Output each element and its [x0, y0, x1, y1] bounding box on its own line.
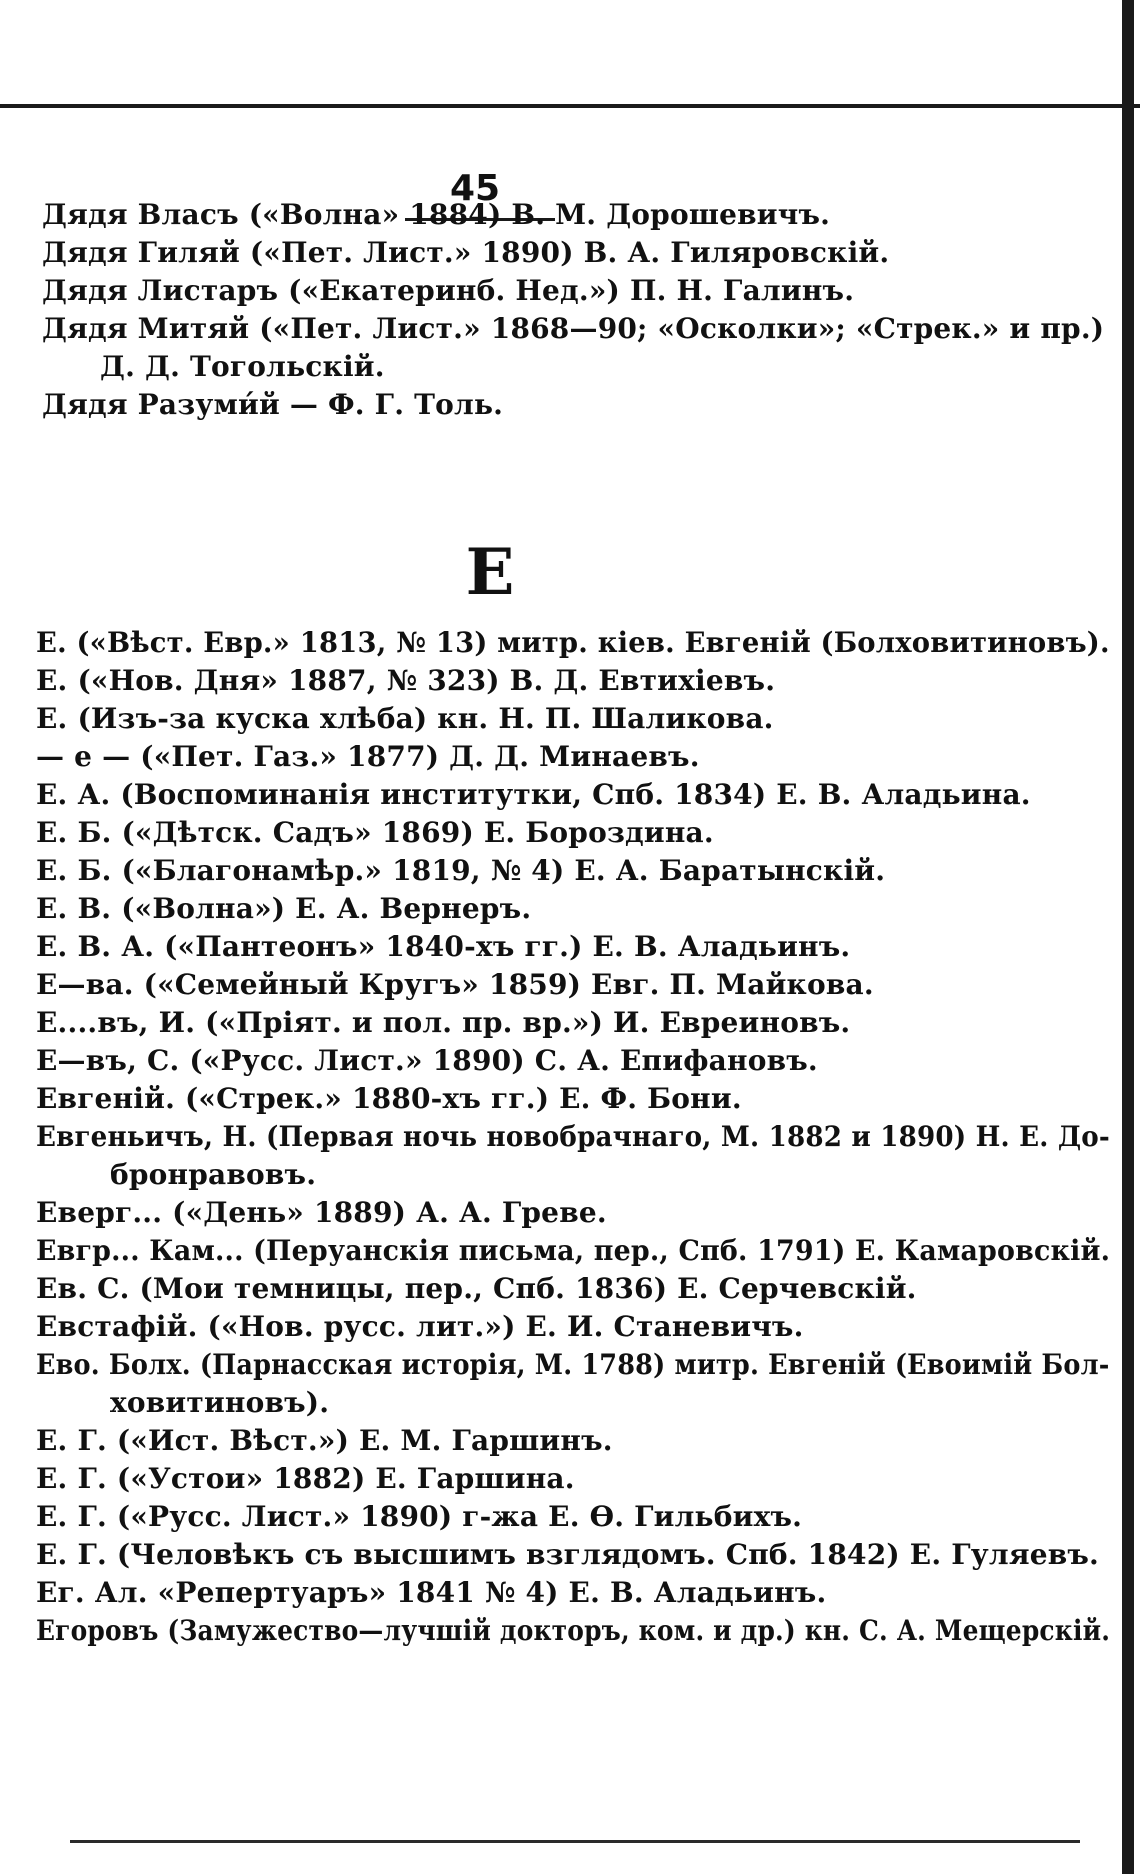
entry-line: Е. Б. («Дѣтск. Садъ» 1869) Е. Бороздина.	[36, 816, 714, 849]
entry-line: Е. Г. («Русс. Лист.» 1890) г-жа Е. Ө. Гильбихъ.	[36, 1500, 803, 1533]
entry-line: Е. А. (Воспоминанія институтки, Спб. 1834) Е. В. Аладьина.	[36, 778, 1031, 811]
top-edge-rule	[0, 104, 1140, 108]
entry-line: Евгеньичъ, Н. (Первая ночь новобрачнаго, М. 1882 и 1890) Н. Е. До-	[36, 1120, 1110, 1153]
entry-line: Евстафій. («Нов. русс. лит.») Е. И. Станевичъ.	[36, 1310, 804, 1343]
entry-line: бронравовъ.	[110, 1158, 317, 1191]
entry-line: Дядя Власъ («Волна» 1884) В. М. Дорошевичъ.	[42, 198, 831, 231]
bottom-edge-rule	[70, 1840, 1080, 1843]
entry-line: Дядя Разуми́й — Ф. Г. Толь.	[42, 388, 504, 421]
section-letter-heading: Е	[465, 535, 515, 610]
entry-line: Е. Г. (Человѣкъ съ высшимъ взглядомъ. Спб. 1842) Е. Гуляевъ.	[36, 1538, 1099, 1571]
entry-line: Е. В. («Волна») Е. А. Вернеръ.	[36, 892, 532, 925]
entry-line: Д. Д. Тогольскій.	[100, 350, 385, 383]
entry-line: Е. Г. («Ист. Вѣст.») Е. М. Гаршинъ.	[36, 1424, 613, 1457]
entry-line: Е. (Изъ-за куска хлѣба) кн. Н. П. Шаликова.	[36, 702, 774, 735]
entry-line: Е. Б. («Благонамѣр.» 1819, № 4) Е. А. Баратынскій.	[36, 854, 886, 887]
entry-line: Е—ва. («Семейный Кругъ» 1859) Евг. П. Майкова.	[36, 968, 874, 1001]
entry-line: Еверг... («День» 1889) А. А. Греве.	[36, 1196, 607, 1229]
entry-line: Е. («Вѣст. Евр.» 1813, № 13) митр. кіев. Евгеній (Болховитиновъ).	[36, 626, 1110, 659]
entry-line: Ево. Болх. (Парнасская исторія, М. 1788) митр. Евгеній (Евоимій Бол-	[36, 1348, 1110, 1381]
entry-line: Евгеній. («Стрек.» 1880-хъ гг.) Е. Ф. Бони.	[36, 1082, 742, 1115]
entry-line: Е. В. А. («Пантеонъ» 1840-хъ гг.) Е. В. Аладьинъ.	[36, 930, 851, 963]
entry-line: Е. Г. («Устои» 1882) Е. Гаршина.	[36, 1462, 575, 1495]
page-spine-edge	[1122, 0, 1134, 1874]
entry-line: Дядя Гиляй («Пет. Лист.» 1890) В. А. Гиляровскій.	[42, 236, 890, 269]
entry-line: Е. («Нов. Дня» 1887, № 323) В. Д. Евтихіевъ.	[36, 664, 776, 697]
entry-line: Е....въ, И. («Пріят. и пол. пр. вр.») И. Евреиновъ.	[36, 1006, 851, 1039]
page-number: 45	[449, 168, 501, 209]
entry-line: Евгр... Кам... (Перуанскія письма, пер., Спб. 1791) Е. Камаровскій.	[36, 1234, 1111, 1267]
entry-line: Дядя Митяй («Пет. Лист.» 1868—90; «Осколки»; «Стрек.» и пр.)	[42, 312, 1105, 345]
entry-line: Ев. С. (Мои темницы, пер., Спб. 1836) Е. Серчевскій.	[36, 1272, 917, 1305]
entry-line: Ег. Ал. «Репертуаръ» 1841 № 4) Е. В. Аладьинъ.	[36, 1576, 827, 1609]
entry-line: ховитиновъ).	[110, 1386, 330, 1419]
entry-line: Егоровъ (Замужество—лучшій докторъ, ком. и др.) кн. С. А. Мещерскій.	[36, 1614, 1111, 1647]
entry-line: Е—въ, С. («Русс. Лист.» 1890) С. А. Епифановъ.	[36, 1044, 818, 1077]
entry-line: — е — («Пет. Газ.» 1877) Д. Д. Минаевъ.	[36, 740, 700, 773]
entry-line: Дядя Листаръ («Екатеринб. Нед.») П. Н. Галинъ.	[42, 274, 855, 307]
